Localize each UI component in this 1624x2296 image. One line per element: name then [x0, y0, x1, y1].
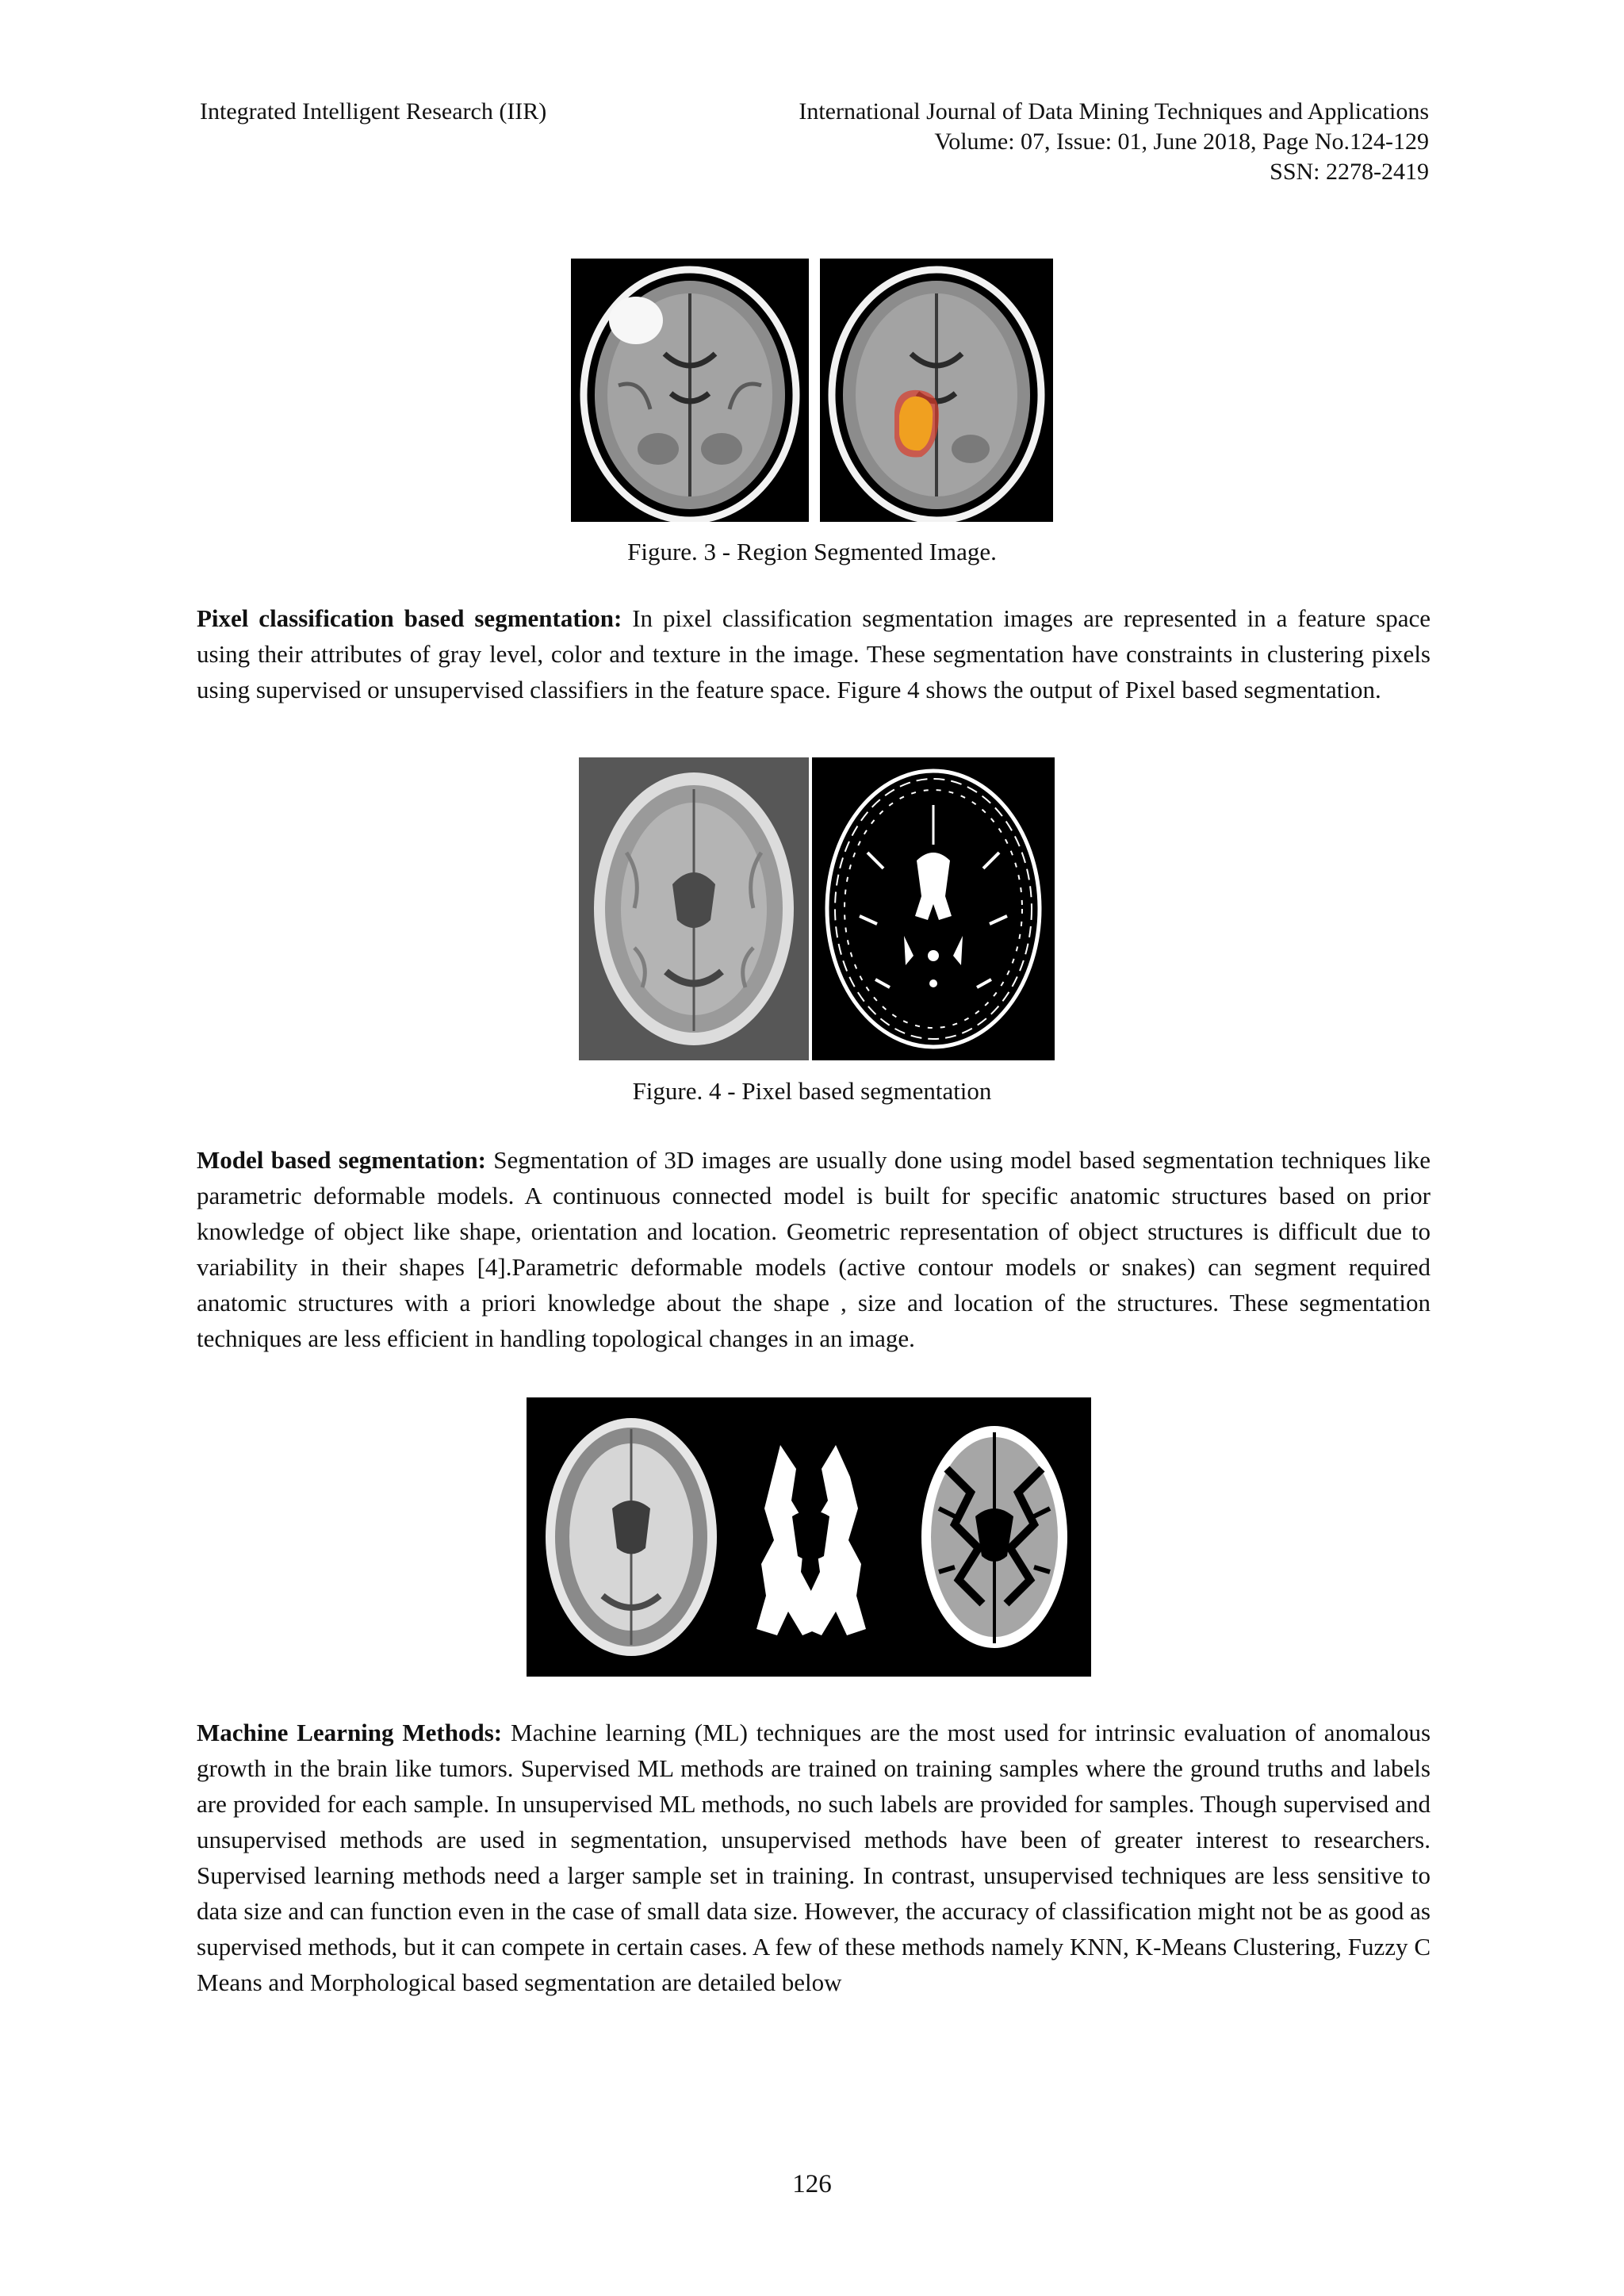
- pixel-segmentation-paragraph: [197, 600, 1431, 707]
- journal-header: [698, 97, 1429, 187]
- page-number: 126: [792, 2170, 832, 2198]
- journal-volume: Volume: 07, Issue: 01, June 2018, Page No.124-129: [934, 128, 1429, 155]
- pixel-segmentation-heading: Pixel classification based segmentation:: [197, 604, 622, 632]
- gray-matter-panel: [921, 1426, 1067, 1648]
- machine-learning-heading: Machine Learning Methods:: [197, 1719, 503, 1746]
- journal-issn: SSN: 2278-2419: [1270, 159, 1429, 185]
- header-left-title: Integrated Intelligent Research (IIR): [200, 98, 547, 125]
- figure-4-original-mri: [579, 757, 809, 1060]
- figure-3-segmented-mri: [820, 259, 1053, 522]
- brain-axial-scan-image: [571, 259, 809, 522]
- brain-gray-scan-image: [579, 757, 809, 1060]
- figure-3-original-mri: [571, 259, 809, 522]
- figure-4-caption: Figure. 4 - Pixel based segmentation: [632, 1077, 992, 1105]
- machine-learning-paragraph: [197, 1715, 1431, 2000]
- figure-3-caption: Figure. 3 - Region Segmented Image.: [627, 538, 997, 565]
- journal-title: International Journal of Data Mining Techniques and Applications: [799, 98, 1429, 125]
- model-segmentation-heading: Model based segmentation:: [197, 1146, 486, 1174]
- brain-binary-mask-image: [812, 757, 1055, 1060]
- model-segmentation-paragraph: [197, 1142, 1431, 1356]
- pixel-segmentation-body: In pixel classification segmentation images are represented in a feature space using their attributes of gray level, color and texture in the image. These segmentation have constraints in clustering pixels using supervised or unsupervised classifiers in the feature space. Figure 4 shows the output of Pixel based segmentation.: [197, 604, 1431, 703]
- original-scan-panel: [546, 1418, 717, 1656]
- figure-4-segmented-mri: [812, 757, 1055, 1060]
- machine-learning-body: Machine learning (ML) techniques are the most used for intrinsic evaluation of anomalous growth in the brain like tumors. Supervised ML methods are trained on training samples where the ground truths and labels are provided for each sample. In unsupervised ML methods, no such labels are provided for samples. Though supervised and unsupervised methods are used in segmentation, unsupervised methods have been of greater interest to researchers. Supervised learning methods need a larger sample set in training. In contrast, unsupervised techniques are less sensitive to data size and can function even in the case of small data size. However, the accuracy of classification might not be as good as supervised methods, but it can compete in certain cases. A few of these methods namely KNN, K-Means Clustering, Fuzzy C Means and Morphological based segmentation are detailed below: [197, 1719, 1431, 1996]
- model-segmentation-figure: [527, 1397, 1091, 1677]
- brain-tissue-segmentation-image: [527, 1397, 1091, 1677]
- brain-segmented-scan-image: [820, 259, 1053, 522]
- model-segmentation-body: Segmentation of 3D images are usually done using model based segmentation techniques like parametric deformable models. A continuous connected model is built for specific anatomic structures based on prior knowledge of object like shape, orientation and location. Geometric representation of object structures is difficult due to variability in their shapes [4].Parametric deformable models (active contour models or snakes) can segment required anatomic structures with a priori knowledge about the shape , size and location of the structures. These segmentation techniques are less efficient in handling topological changes in an image.: [197, 1146, 1431, 1352]
